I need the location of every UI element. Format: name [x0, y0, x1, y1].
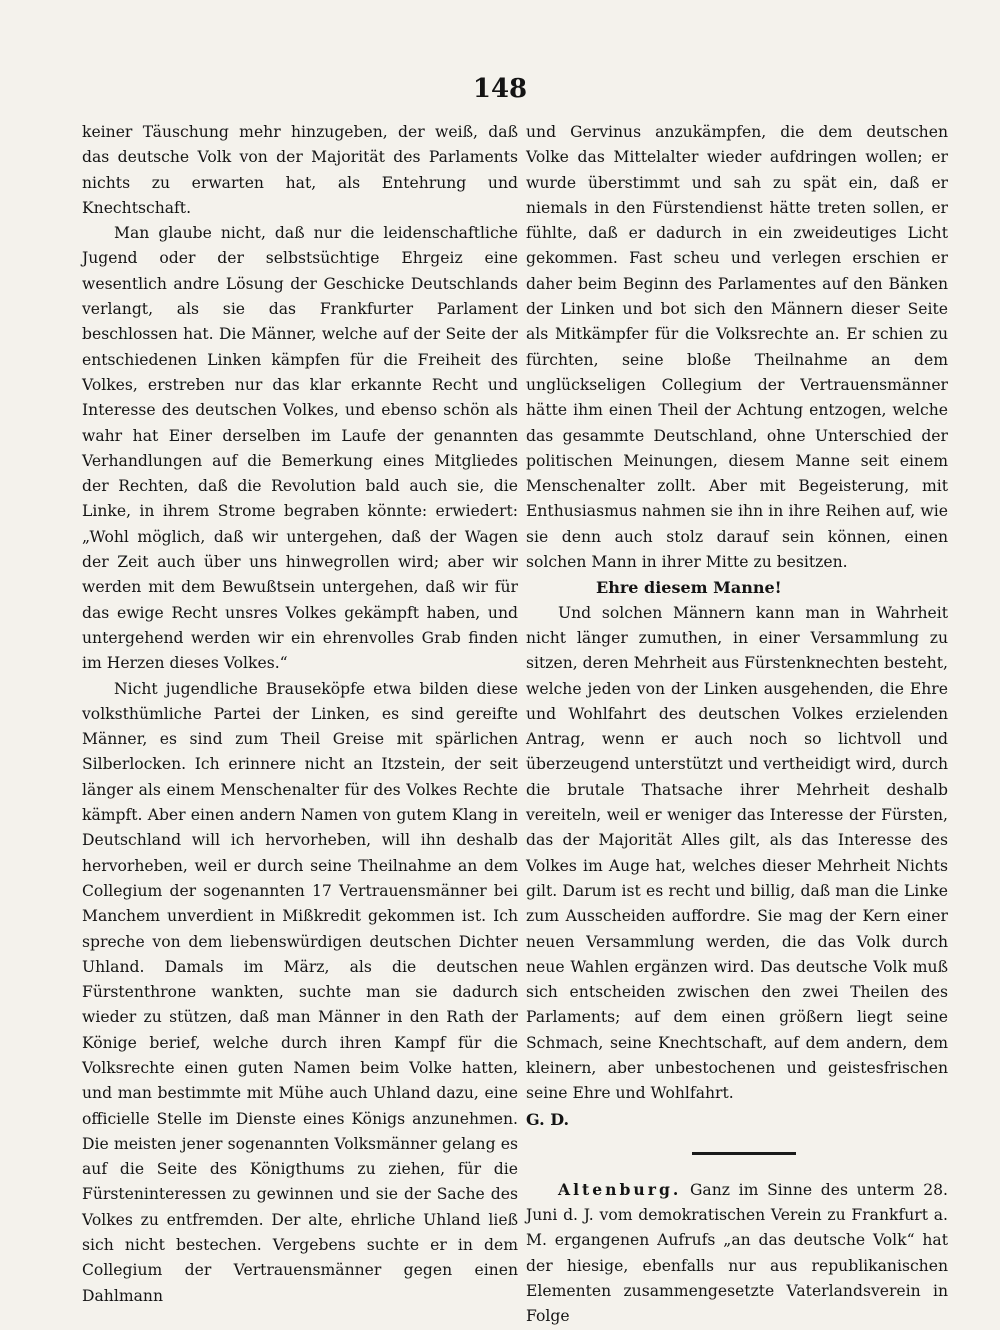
exclamation-heading: Ehre diesem Manne!: [596, 578, 782, 598]
news-item: [526, 1177, 948, 1330]
news-item-text: Ganz im Sinne des unterm 28. Juni d. J. vom demokratischen Verein zu Frankfurt a. M. ergangenen Aufrufs „an das deutsche Volk“ hat der hiesige, ebenfalls nur aus republikanischen Elementen zusammengesetzte Vaterlandsverein in Folge: [526, 1180, 948, 1326]
left-column: [82, 120, 518, 1309]
paragraph-continued: keiner Täuschung mehr hinzugeben, der weiß, daß das deutsche Volk von der Majorität des Parlaments nichts zu erwarten hat, als Entehrung und Knechtschaft.: [82, 123, 518, 217]
paragraph: Nicht jugendliche Brauseköpfe etwa bilden diese volksthümliche Partei der Linken, es sind gereifte Männer, es sind zum Theil Greise mit spärlichen Silberlocken. Ich erinnere nicht an Itzstein, der seit länger als einem Menschenalter für des Volkes Rechte kämpft. Aber einen andern Namen von gutem Klang in Deutschland will ich hervorheben, will ihn deshalb hervorheben, weil er durch seine Theilnahme an dem Collegium der sogenannten 17 Vertrauensmänner bei Manchem unverdient in Mißkredit gekommen ist. Ich spreche von dem liebenswürdigen deutschen Dichter Uhland. Damals im März, als die deutschen Fürstenthrone wankten, suchte man sie dadurch wieder zu stützen, daß man Männer in den Rath der Könige berief, welche durch ihren Kampf für die Volksrechte einen guten Namen beim Volke hatten, und man bestimmte mit Mühe auch Uhland dazu, eine officielle Stelle im Dienste eines Königs anzunehmen. Die meisten jener sogenannten Volksmänner gelang es auf die Seite des Königthums zu ziehen, für die Fürsteninteressen zu gewinnen und sie der Sache des Volkes zu entfremden. Der alte, ehrliche Uhland ließ sich nicht bestechen. Vergebens suchte er in dem Collegium der Vertrauensmänner gegen einen Dahlmann: [82, 679, 518, 1305]
section-divider: [692, 1152, 796, 1155]
author-signature: G. D.: [526, 1109, 570, 1129]
dateline: Altenburg.: [558, 1179, 682, 1199]
right-column: [526, 120, 948, 1330]
paragraph: Man glaube nicht, daß nur die leidenschaftliche Jugend oder der selbstsüchtige Ehrgeiz eine wesentlich andre Lösung der Geschicke Deutschlands verlangt, als sie das Frankfurter Parlament beschlossen hat. Die Männer, welche auf der Seite der entschiedenen Linken kämpfen für die Freiheit des Volkes, erstreben nur das klar erkannte Recht und Interesse des deutschen Volkes, und ebenso schön als wahr hat Einer derselben im Laufe der genannten Verhandlungen auf die Bemerkung eines Mitgliedes der Rechten, daß die Revolution bald auch sie, die Linke, in ihrem Strome begraben könnte: erwiedert: „Wohl möglich, daß wir untergehen, daß der Wagen der Zeit auch über uns hinwegrollen wird; aber wir werden mit dem Bewußtsein untergehen, daß wir für das ewige Recht unsres Volkes gekämpft haben, und untergehend werden wir ein ehrenvolles Grab finden im Herzen dieses Volkes.“: [82, 224, 518, 673]
paragraph-continued: und Gervinus anzukämpfen, die dem deutschen Volke das Mittelalter wieder aufdringen wollen; er wurde überstimmt und sah zu spät ein, daß er niemals in den Fürstendienst hätte treten sollen, er fühlte, daß er dadurch in ein zweideutiges Licht gekommen. Fast scheu und verlegen erschien er daher beim Beginn des Parlamentes auf den Bänken der Linken und bot sich den Männern dieser Seite als Mitkämpfer für die Volksrechte an. Er schien zu fürchten, seine bloße Theilnahme an dem unglückseligen Collegium der Vertrauensmänner hätte ihm einen Theil der Achtung entzogen, welche das gesammte Deutschland, ohne Unterschied der politischen Meinungen, diesem Manne seit einem Menschenalter zollt. Aber mit Begeisterung, mit Enthusiasmus nahmen sie ihn in ihre Reihen auf, wie sie denn auch stolz darauf sein können, einen solchen Mann in ihrer Mitte zu besitzen.: [526, 123, 948, 572]
page-number: 148: [472, 74, 528, 104]
paragraph: Und solchen Männern kann man in Wahrheit nicht länger zumuthen, in einer Versammlung zu sitzen, deren Mehrheit aus Fürstenknechten besteht, welche jeden von der Linken ausgehenden, die Ehre und Wohlfahrt des deutschen Volkes erzielenden Antrag, wenn er auch noch so lichtvoll und überzeugend unterstützt und vertheidigt wird, durch die brutale Thatsache ihrer Mehrheit deshalb vereiteln, weil er weniger das Interesse der Fürsten, das der Majorität Alles gilt, als das Interesse des Volkes im Auge hat, welches dieser Mehrheit Nichts gilt. Darum ist es recht und billig, daß man die Linke zum Ausscheiden auffordre. Sie mag der Kern einer neuen Versammlung werden, die das Volk durch neue Wahlen ergänzen wird. Das deutsche Volk muß sich entscheiden zwischen den zwei Theilen des Parlaments; auf dem einen größern liegt seine Schmach, seine Knechtschaft, auf dem andern, dem kleinern, aber unbestochenen und geistesfrischen seine Ehre und Wohlfahrt.: [526, 603, 948, 1103]
